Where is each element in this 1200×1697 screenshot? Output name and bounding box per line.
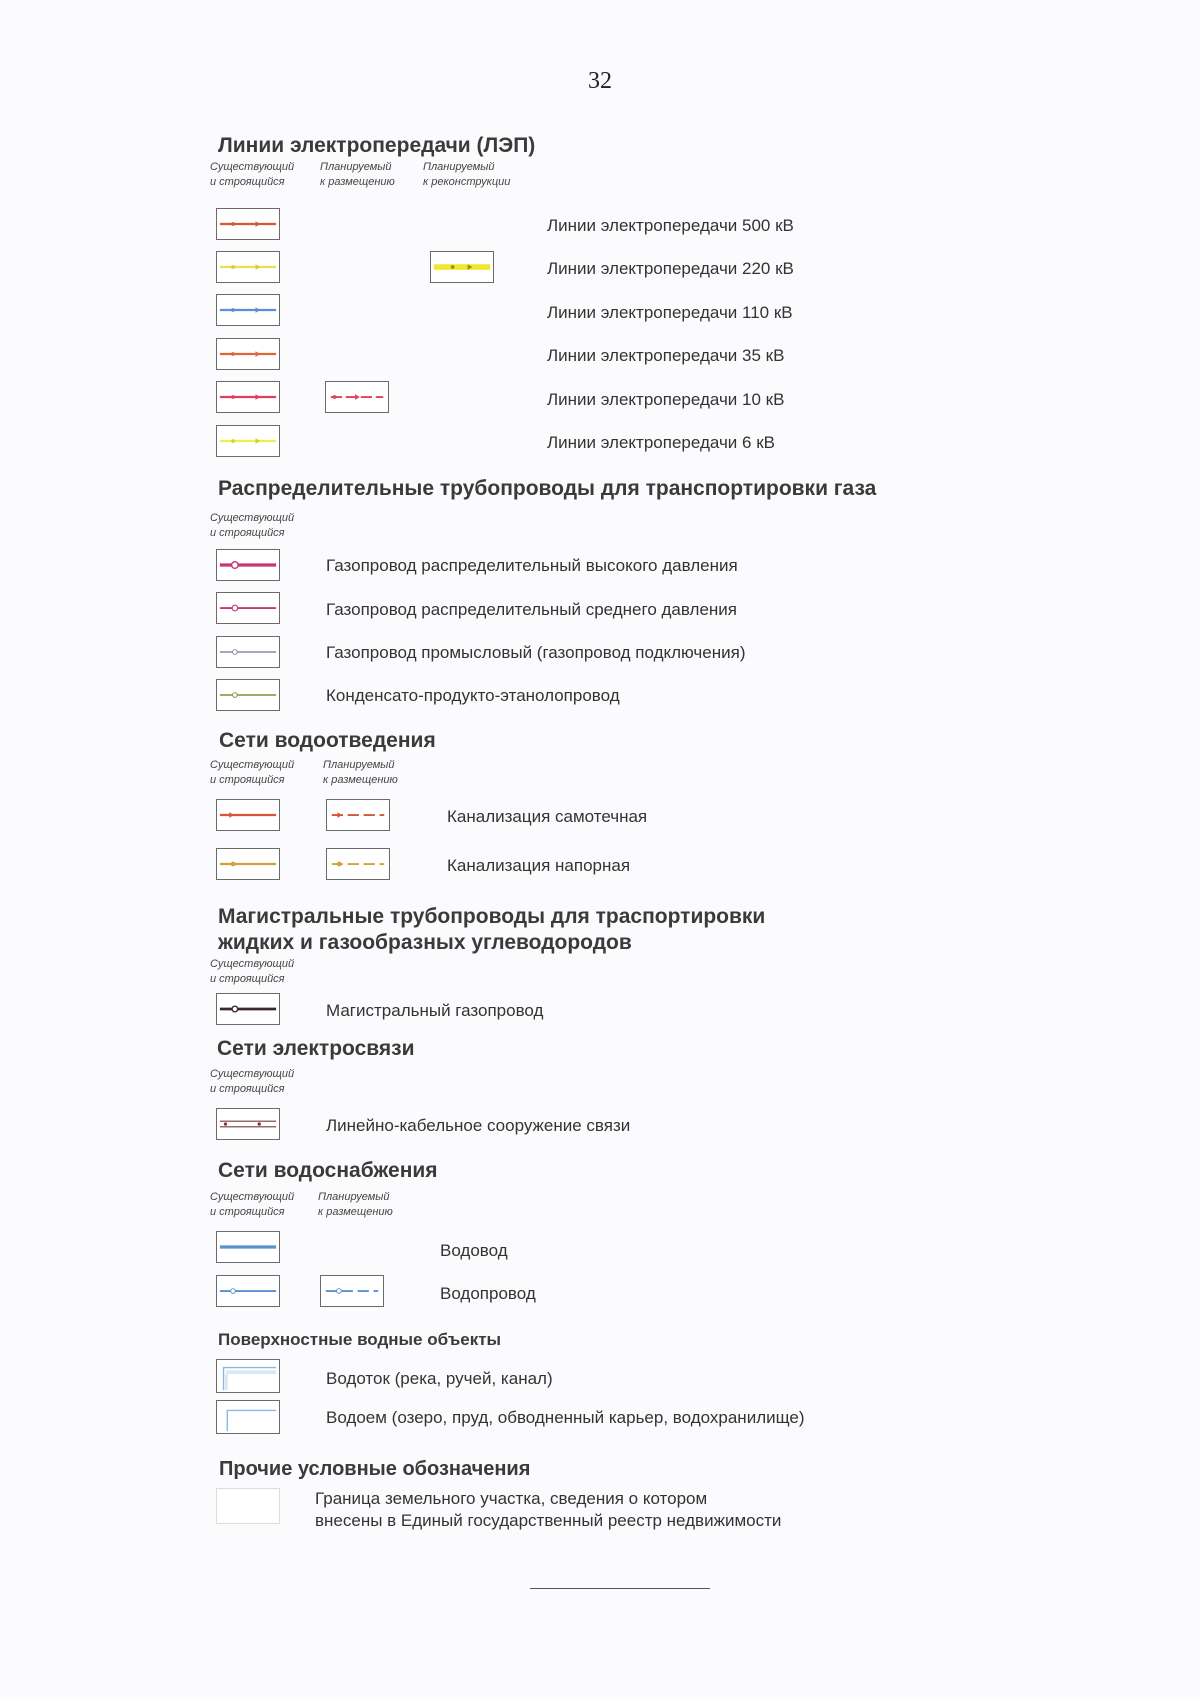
footer-rule — [530, 1588, 710, 1589]
condensate-pipeline-symbol — [216, 679, 280, 711]
watercourse-symbol — [216, 1359, 280, 1393]
watercourse-label: Водоток (река, ручей, канал) — [326, 1369, 553, 1388]
column-label-reconstruction: Планируемый к реконструкции — [423, 161, 511, 188]
condensate-pipeline-label: Конденсато-продукто-этанолопровод — [326, 686, 620, 705]
power-35-existing-symbol — [216, 338, 280, 370]
section-title-gas: Распределительные трубопроводы для транспортировки газа — [218, 477, 877, 500]
gas-column-label-existing: Существующий и строящийся — [210, 512, 295, 539]
gas-high-pressure-symbol — [216, 549, 280, 581]
water-main-label: Водовод — [440, 1241, 508, 1260]
trunk-gas-pipeline-symbol — [216, 993, 280, 1025]
sewer-pressure-label: Канализация напорная — [447, 856, 631, 875]
power-10-label: Линии электропередачи 10 кВ — [547, 390, 785, 409]
section-title-water: Сети водоснабжения — [218, 1159, 438, 1182]
power-500-existing-symbol — [216, 208, 280, 240]
water-supply-label: Водопровод — [440, 1284, 536, 1303]
water-body-label: Водоем (озеро, пруд, обводненный карьер, водохранилище) — [326, 1408, 805, 1427]
page-number: 32 — [588, 68, 612, 94]
gas-medium-pressure-symbol — [216, 592, 280, 624]
sewer-gravity-existing-symbol — [216, 799, 280, 831]
water-column-label-existing: Существующий и строящийся — [210, 1191, 295, 1218]
power-6-existing-symbol — [216, 425, 280, 457]
power-10-existing-symbol — [216, 381, 280, 413]
column-label-existing: Существующий и строящийся — [210, 161, 295, 188]
water-supply-planned-symbol — [320, 1275, 384, 1307]
gas-high-pressure-label: Газопровод распределительный высокого давления — [326, 556, 738, 575]
power-110-existing-symbol — [216, 294, 280, 326]
power-500-label: Линии электропередачи 500 кВ — [547, 216, 794, 235]
sewer-gravity-label: Канализация самотечная — [447, 807, 648, 826]
water-body-symbol — [216, 1400, 280, 1434]
sewer-pressure-planned-symbol — [326, 848, 390, 880]
sewer-column-label-existing: Существующий и строящийся — [210, 759, 295, 786]
water-column-label-planned: Планируемый к размещению — [318, 1191, 393, 1218]
power-10-planned-symbol — [325, 381, 389, 413]
trunk-gas-pipeline-label: Магистральный газопровод — [326, 1001, 544, 1020]
gas-field-symbol — [216, 636, 280, 668]
section-title-surface: Поверхностные водные объекты — [218, 1330, 502, 1349]
section-title-other: Прочие условные обозначения — [219, 1458, 531, 1480]
section-title-power: Линии электропередачи (ЛЭП) — [218, 134, 536, 157]
section-title-trunk: Магистральные трубопроводы для траспортировки жидких и газообразных углеводородов — [218, 905, 766, 954]
sewer-column-label-planned: Планируемый к размещению — [323, 759, 398, 786]
power-6-label: Линии электропередачи 6 кВ — [547, 433, 775, 452]
sewer-gravity-planned-symbol — [326, 799, 390, 831]
power-35-label: Линии электропередачи 35 кВ — [547, 346, 785, 365]
sewer-pressure-existing-symbol — [216, 848, 280, 880]
telecom-cable-label: Линейно-кабельное сооружение связи — [326, 1116, 631, 1135]
water-main-symbol — [216, 1231, 280, 1263]
power-220-reconstruction-symbol — [430, 251, 494, 283]
section-title-telecom: Сети электросвязи — [217, 1037, 415, 1060]
water-supply-existing-symbol — [216, 1275, 280, 1307]
telecom-cable-symbol — [216, 1108, 280, 1140]
trunk-column-label-existing: Существующий и строящийся — [210, 958, 295, 985]
land-plot-boundary-symbol — [216, 1488, 280, 1524]
power-110-label: Линии электропередачи 110 кВ — [547, 303, 793, 322]
land-plot-boundary-label: Граница земельного участка, сведения о котором внесены в Единый государственный реестр недвижимости — [315, 1489, 782, 1530]
gas-medium-pressure-label: Газопровод распределительный среднего давления — [326, 600, 737, 619]
section-title-sewer: Сети водоотведения — [219, 729, 436, 752]
column-label-planned: Планируемый к размещению — [320, 161, 395, 188]
telecom-column-label-existing: Существующий и строящийся — [210, 1068, 295, 1095]
power-220-label: Линии электропередачи 220 кВ — [547, 259, 794, 278]
power-220-existing-symbol — [216, 251, 280, 283]
gas-field-label: Газопровод промысловый (газопровод подключения) — [326, 643, 746, 662]
